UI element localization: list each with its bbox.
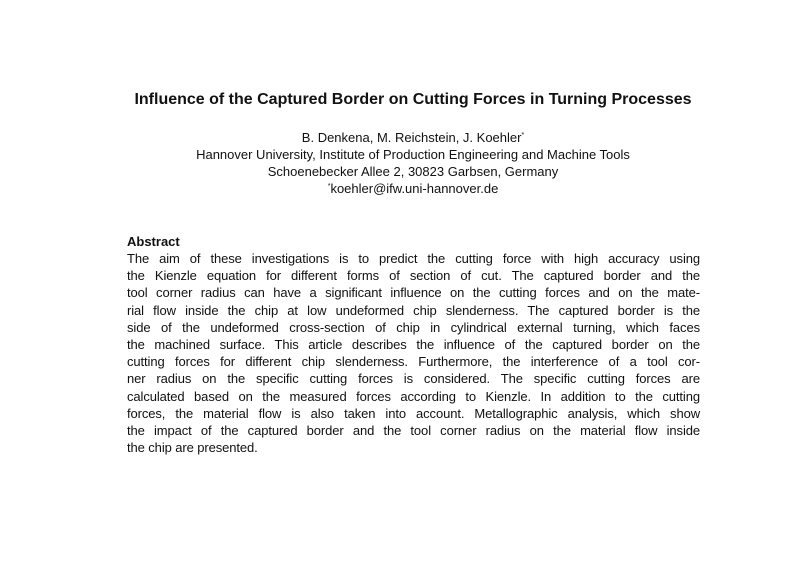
address: Schoenebecker Allee 2, 30823 Garbsen, Germany [267, 164, 559, 179]
authors: B. Denkena, M. Reichstein, J. Koehler [301, 130, 522, 145]
email-line [0, 180, 788, 197]
abstract-line: side of the undeformed cross-section of chip in cylindrical external turning, which faces [127, 319, 700, 335]
authors-line [0, 129, 788, 146]
abstract-line: cutting forces for different chip slenderness. Furthermore, the interference of a tool cor- [127, 354, 700, 370]
abstract-line: rial flow inside the chip at low undeformed chip slenderness. The captured border is the [127, 302, 700, 318]
abstract-section [127, 233, 700, 456]
paper-title: Influence of the Captured Border on Cutting Forces in Turning Processes [134, 91, 692, 108]
abstract-heading: Abstract [127, 234, 180, 249]
abstract-line: forces, the material flow is also taken into account. Metallographic analysis, which show [127, 405, 700, 421]
author-block [0, 129, 788, 197]
abstract-line: the machined surface. This article describes the influence of the captured border on the [127, 337, 700, 353]
abstract-body [127, 250, 700, 456]
author-marker: * [521, 132, 525, 139]
abstract-line: the Kienzle equation for different forms of section of cut. The captured border and the [127, 268, 700, 284]
affiliation: Hannover University, Institute of Production Engineering and Machine Tools [196, 147, 630, 162]
abstract-line: calculated based on the measured forces according to Kienzle. In addition to the cutting [127, 388, 700, 404]
email-marker: * [327, 183, 331, 190]
abstract-line: the chip are presented. [127, 440, 258, 456]
email: koehler@ifw.uni-hannover.de [330, 181, 499, 196]
abstract-line: the impact of the captured border and the tool corner radius on the material flow inside [127, 423, 700, 439]
abstract-line: tool corner radius can have a significant influence on the cutting forces and on the mate- [127, 285, 700, 301]
abstract-line: The aim of these investigations is to predict the cutting force with high accuracy using [127, 251, 700, 266]
abstract-line: ner radius on the specific cutting forces is considered. The specific cutting forces are [127, 371, 700, 387]
